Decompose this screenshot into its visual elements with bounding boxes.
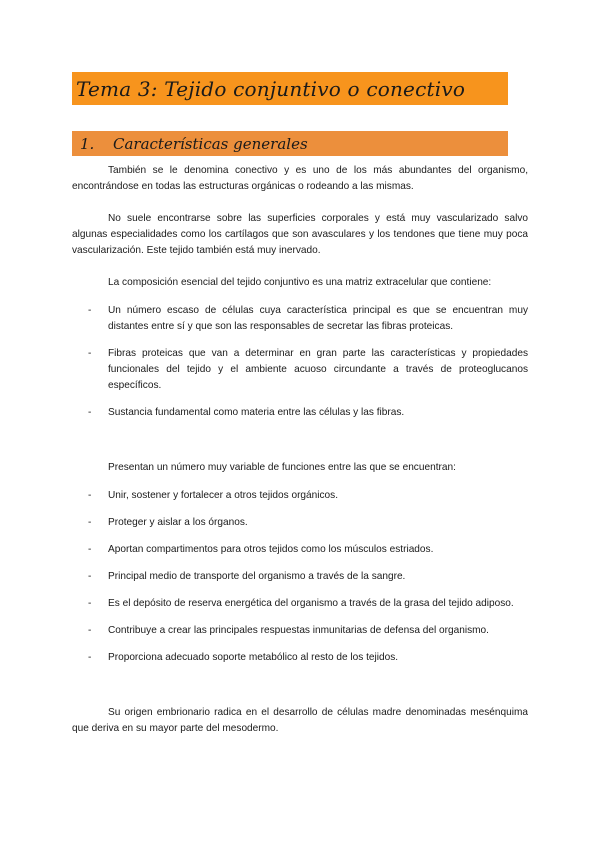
list-item-text: Unir, sostener y fortalecer a otros tejidos orgánicos. [108, 490, 339, 501]
bullet-dash: - [88, 598, 92, 609]
list-item-text: Proteger y aislar a los órganos. [108, 517, 248, 528]
paragraph-embryonic-origin: Su origen embrionario radica en el desarrollo de células madre denominadas mesénquima que deriva en su mayor parte del mesodermo. [72, 707, 528, 734]
paragraph-vascularization: No suele encontrarse sobre las superficies corporales y está muy vascularizado salvo algunas especialidades como los cartílagos que son avasculares y los tendones que tiene muy poca vascularización. Este tejido también está muy inervado. [72, 213, 528, 256]
bullet-dash: - [88, 407, 92, 418]
list-item-text: Aportan compartimentos para otros tejidos como los músculos estriados. [108, 544, 434, 555]
list-item [72, 405, 528, 421]
bullet-dash: - [88, 517, 92, 528]
bullet-dash: - [88, 544, 92, 555]
list-item-text: Proporciona adecuado soporte metabólico al resto de los tejidos. [108, 652, 399, 663]
list-item [72, 515, 528, 531]
list-item-text: Es el depósito de reserva energética del organismo a través de la grasa del tejido adiposo. [108, 598, 514, 609]
list-item [72, 569, 528, 585]
list-item [72, 346, 528, 394]
composition-list [72, 303, 528, 421]
bullet-dash: - [88, 625, 92, 636]
bullet-dash: - [88, 652, 92, 663]
document-title-banner [72, 72, 508, 105]
document-body [72, 163, 528, 737]
list-item-text: Fibras proteicas que van a determinar en gran parte las características y propiedades funcionales del tejido y el ambiente acuoso circundante a través de proteoglucanos específicos. [108, 348, 528, 391]
list-item [72, 488, 528, 504]
paragraph-functions-intro: Presentan un número muy variable de funciones entre las que se encuentran: [108, 462, 456, 473]
list-item [72, 596, 528, 612]
paragraph-definition: También se le denomina conectivo y es uno de los más abundantes del organismo, encontrándose en todas las estructuras orgánicas o rodeando a las mismas. [72, 165, 528, 192]
document-title: Tema 3: Tejido conjuntivo o conectivo [76, 76, 466, 101]
list-item [72, 303, 528, 335]
list-item-text: Contribuye a crear las principales respuestas inmunitarias de defensa del organismo. [108, 625, 489, 636]
paragraph-composition-intro: La composición esencial del tejido conjuntivo es una matriz extracelular que contiene: [108, 277, 492, 288]
bullet-dash: - [88, 305, 92, 316]
list-item-text: Un número escaso de células cuya característica principal es que se encuentran muy distantes entre sí y que son las responsables de secretar las fibras proteicas. [108, 305, 528, 332]
list-item-text: Principal medio de transporte del organismo a través de la sangre. [108, 571, 406, 582]
section-number: 1. [80, 134, 95, 153]
list-item [72, 623, 528, 639]
list-item-text: Sustancia fundamental como materia entre las células y las fibras. [108, 407, 405, 418]
bullet-dash: - [88, 348, 92, 359]
list-item [72, 542, 528, 558]
functions-list [72, 488, 528, 666]
bullet-dash: - [88, 571, 92, 582]
section-heading-banner [72, 131, 508, 156]
section-title: Características generales [113, 134, 308, 153]
bullet-dash: - [88, 490, 92, 501]
list-item [72, 650, 528, 666]
